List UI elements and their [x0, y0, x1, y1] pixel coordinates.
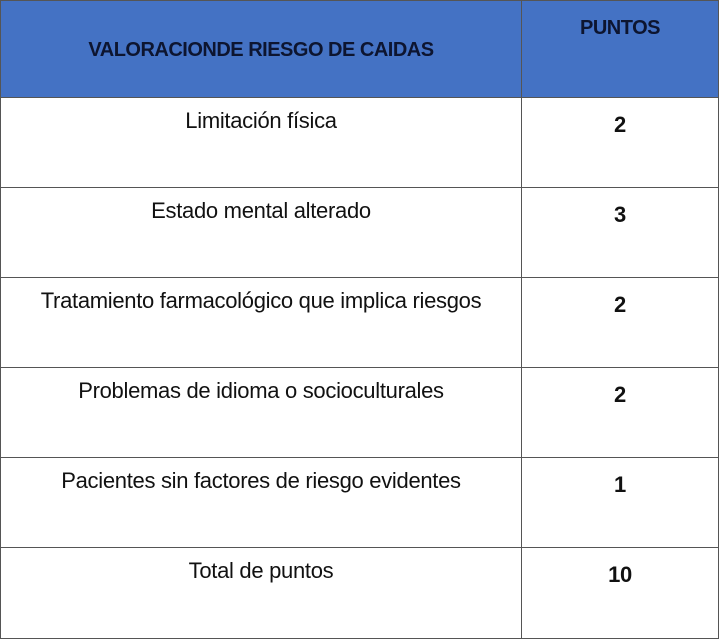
row-points: 3 — [522, 188, 719, 278]
row-points: 2 — [522, 368, 719, 458]
header-points: PUNTOS — [522, 1, 719, 98]
row-criterion: Limitación física — [1, 98, 522, 188]
row-points: 2 — [522, 98, 719, 188]
row-criterion: Pacientes sin factores de riesgo evidentes — [1, 458, 522, 548]
header-criterion: VALORACIONDE RIESGO DE CAIDAS — [1, 1, 522, 98]
table-row — [1, 278, 719, 368]
table-row — [1, 188, 719, 278]
table-row — [1, 458, 719, 548]
table-body — [1, 98, 719, 639]
table-row — [1, 98, 719, 188]
row-criterion: Problemas de idioma o socioculturales — [1, 368, 522, 458]
table-header — [1, 1, 719, 98]
total-row — [1, 548, 719, 639]
row-points: 2 — [522, 278, 719, 368]
total-points: 10 — [522, 548, 719, 639]
row-criterion: Tratamiento farmacológico que implica riesgos — [1, 278, 522, 368]
table-row — [1, 368, 719, 458]
row-points: 1 — [522, 458, 719, 548]
total-label: Total de puntos — [1, 548, 522, 639]
row-criterion: Estado mental alterado — [1, 188, 522, 278]
header-row — [1, 1, 719, 98]
